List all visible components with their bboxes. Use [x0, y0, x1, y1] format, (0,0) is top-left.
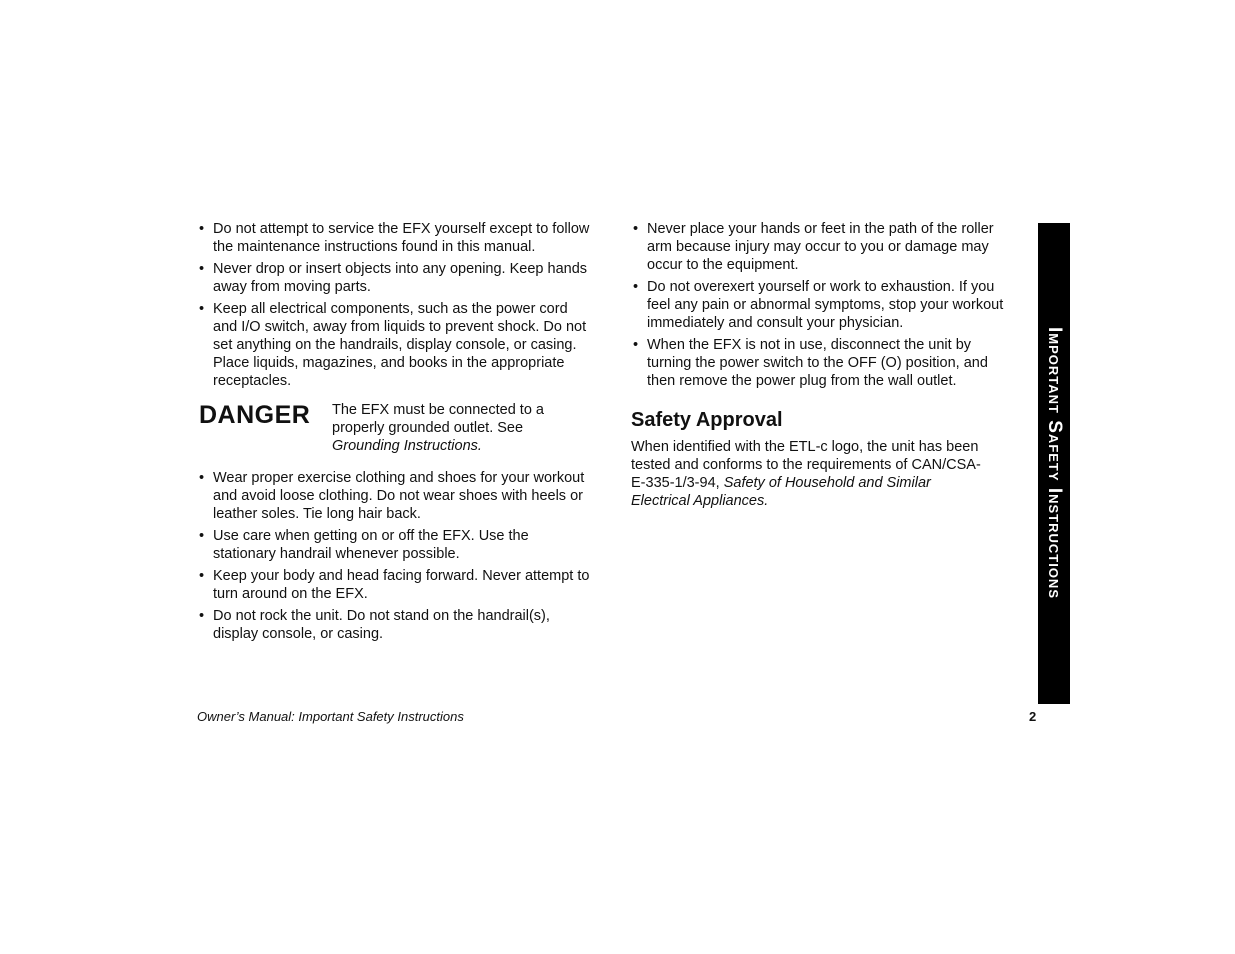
safety-list-top — [197, 220, 592, 390]
list-item: • Do not rock the unit. Do not stand on the handrail(s), display console, or casing. — [197, 607, 592, 643]
side-tab-label: Important Safety Instructions — [1044, 327, 1065, 599]
safety-approval-heading: Safety Approval — [631, 409, 783, 431]
safety-list-right — [631, 220, 1016, 390]
list-item: • Use care when getting on or off the EFX. Use the stationary handrail whenever possible. — [197, 527, 592, 563]
list-item: • Do not attempt to service the EFX yourself except to follow the maintenance instructions found in this manual. — [197, 220, 592, 256]
approval-body: When identified with the ETL-c logo, the unit has been tested and conforms to the requirements of CAN/CSA-E-335-1/3-94, — [631, 439, 981, 491]
list-item: • Wear proper exercise clothing and shoes for your workout and avoid loose clothing. Do not wear shoes with heels or leather soles. Tie long hair back. — [197, 469, 592, 523]
danger-text — [332, 401, 567, 455]
list-item: • Keep your body and head facing forward. Never attempt to turn around on the EFX. — [197, 567, 592, 603]
footer-title: Owner’s Manual: Important Safety Instructions — [197, 709, 464, 724]
list-item: • Keep all electrical components, such as the power cord and I/O switch, away from liquids to prevent shock. Do not set anything on the handrails, display console, or casing. Place liquids, magazines, and books in the appropriate receptacles. — [197, 300, 592, 390]
left-column — [197, 220, 592, 647]
danger-reference: Grounding Instructions. — [332, 438, 482, 454]
danger-label: DANGER — [199, 401, 311, 429]
safety-list-bottom — [197, 469, 592, 643]
list-item: • Do not overexert yourself or work to exhaustion. If you feel any pain or abnormal symptoms, stop your workout immediately and consult your physician. — [631, 278, 1016, 332]
list-item: • Never place your hands or feet in the path of the roller arm because injury may occur to you or damage may occur to the equipment. — [631, 220, 1016, 274]
section-side-tab — [1038, 223, 1070, 704]
page-number: 2 — [1029, 709, 1037, 724]
danger-warning — [197, 401, 592, 455]
safety-approval-text — [631, 438, 981, 510]
list-item: • When the EFX is not in use, disconnect the unit by turning the power switch to the OFF (O) position, and then remove the power plug from the wall outlet. — [631, 336, 1016, 390]
right-column — [631, 220, 1016, 510]
danger-message: The EFX must be connected to a properly grounded outlet. See — [332, 402, 544, 436]
approval-standard-title: Safety of Household and Similar Electrical Appliances. — [631, 475, 931, 509]
list-item: • Never drop or insert objects into any opening. Keep hands away from moving parts. — [197, 260, 592, 296]
